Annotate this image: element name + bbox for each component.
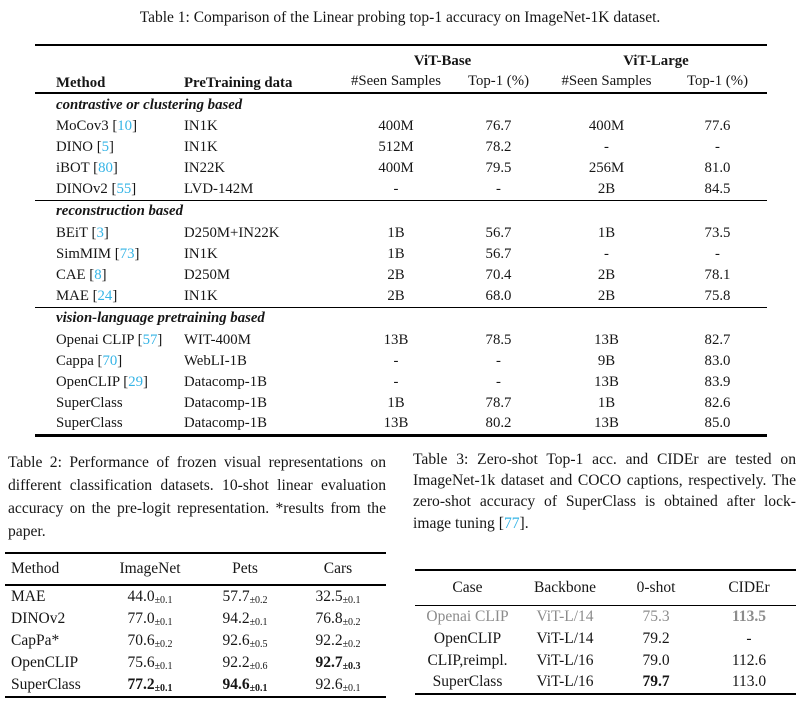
large-seen-samples-cell: 400M (588, 118, 625, 134)
table-row (35, 286, 767, 307)
t2-col-pets: Pets (232, 560, 258, 577)
t1-section-reconstruction (35, 200, 767, 223)
table-row (5, 607, 386, 629)
base-seen-samples-cell: 1B (387, 225, 405, 241)
bracket: ] (112, 160, 118, 176)
value: 76.8 (315, 609, 343, 627)
citation-ref[interactable]: 24 (97, 287, 113, 304)
base-top1-cell: 68.0 (485, 287, 512, 304)
large-top1-cell: 75.8 (704, 287, 731, 304)
citation-ref[interactable]: 57 (142, 332, 158, 348)
method-cell: DINOv2 (11, 609, 66, 627)
stddev: ±0.1 (154, 661, 173, 673)
cider-cell: 113.0 (731, 673, 767, 690)
value: 92.2 (222, 654, 250, 672)
0shot-cell: 79.0 (642, 651, 670, 669)
method-cell (35, 116, 180, 137)
stddev: ±0.1 (342, 594, 361, 606)
base-top1-cell: - (496, 180, 501, 197)
base-top1-cell: 56.7 (485, 246, 512, 262)
t3-col-case: Case (452, 579, 483, 596)
bracket: ] (117, 353, 123, 369)
t1-col-large-seen-samples: #Seen Samples (561, 72, 652, 89)
base-seen-samples-cell: 2B (387, 287, 405, 304)
base-top1-cell: 79.5 (485, 160, 512, 176)
cider-cell: 112.6 (731, 651, 767, 669)
bracket: [ (93, 353, 103, 369)
value: 94.6 (222, 676, 250, 694)
0shot-cell: 75.3 (642, 607, 670, 625)
cars-cell (290, 607, 386, 629)
bracket: [ (93, 139, 102, 155)
backbone-cell: ViT-L/16 (536, 673, 594, 690)
large-seen-samples-cell: 256M (588, 160, 625, 176)
large-top1-cell: 77.6 (704, 118, 731, 134)
method-name: MAE (56, 287, 89, 304)
pretraining-data-cell: IN1K (184, 287, 218, 304)
large-top1-cell: 73.5 (704, 225, 731, 241)
bracket: [ (85, 267, 95, 283)
backbone-cell: ViT-L/14 (536, 607, 594, 625)
section-title: reconstruction based (56, 203, 184, 220)
backbone-cell: ViT-L/16 (536, 651, 594, 669)
value: 44.0 (127, 587, 155, 605)
table-row (5, 585, 386, 607)
base-top1-cell: - (496, 353, 501, 369)
large-seen-samples-cell: - (604, 139, 609, 155)
bracket: ] (101, 267, 107, 283)
large-top1-cell: 81.0 (704, 160, 731, 176)
table1-caption: Table 1: Comparison of the Linear probing top-1 accuracy on ImageNet-1K dataset. (139, 9, 661, 26)
table-row (415, 650, 796, 672)
case-cell: CLIP,reimpl. (427, 651, 508, 669)
large-seen-samples-cell: - (604, 246, 609, 262)
table-row (35, 116, 767, 137)
base-top1-cell: 56.7 (485, 225, 512, 241)
stddev: ±0.1 (154, 616, 173, 628)
large-top1-cell: 84.5 (704, 180, 731, 197)
bracket: [ (111, 246, 120, 262)
t1-group-vit-base: ViT-Base (413, 53, 472, 69)
t2-col-imagenet: ImageNet (119, 560, 181, 577)
large-seen-samples-cell: 1B (597, 225, 616, 241)
t2-col-cars: Cars (323, 560, 353, 577)
table-row (35, 330, 767, 351)
method-name: SuperClass (56, 415, 123, 432)
imagenet-cell (100, 675, 200, 697)
large-top1-cell: - (715, 246, 720, 262)
bracket: [ (133, 332, 143, 348)
large-top1-cell: 85.0 (704, 415, 731, 432)
table3-header (415, 570, 796, 606)
value: 77.2 (127, 676, 155, 694)
method-name: Openai CLIP (56, 332, 134, 348)
pretraining-data-cell: Datacomp-1B (184, 374, 268, 390)
pretraining-data-cell: Datacomp-1B (184, 415, 268, 432)
base-seen-samples-cell: 1B (387, 246, 405, 262)
table-row (415, 606, 796, 628)
citation-ref[interactable]: 70 (102, 353, 118, 369)
value: 92.7 (315, 654, 343, 672)
backbone-cell: ViT-L/14 (536, 629, 594, 647)
caption-text: ]. (519, 514, 529, 532)
bracket: [ (108, 118, 118, 134)
case-cell: OpenCLIP (433, 629, 502, 647)
base-top1-cell: 76.7 (485, 118, 512, 134)
bracket: ] (143, 374, 148, 390)
cars-cell (290, 585, 386, 607)
method-cell: CapPa* (11, 631, 60, 649)
table-row (35, 244, 767, 265)
large-seen-samples-cell: 2B (597, 267, 616, 283)
table-row (415, 672, 796, 694)
method-name: MoCov3 (56, 118, 109, 134)
table-row (5, 652, 386, 674)
cider-cell: 113.5 (731, 607, 767, 625)
pretraining-data-cell: IN22K (184, 160, 226, 176)
method-name: Cappa (56, 353, 94, 369)
stddev: ±0.2 (342, 616, 361, 628)
table-row (415, 628, 796, 650)
base-seen-samples-cell: 13B (383, 415, 409, 432)
large-seen-samples-cell: 9B (597, 353, 616, 369)
table-row (35, 414, 767, 435)
bracket: [ (87, 225, 97, 241)
pretraining-data-cell: WIT-400M (184, 332, 251, 348)
base-top1-cell: - (496, 374, 501, 390)
table-row (35, 265, 767, 286)
method-cell (35, 265, 180, 286)
base-seen-samples-cell: 512M (378, 139, 414, 155)
table-row (35, 137, 767, 158)
base-top1-cell: 78.5 (485, 332, 512, 348)
caption-text: Table 3: Zero-shot Top-1 acc. and CIDEr are tested on ImageNet-1k dataset and COCO captions, respectively. The zero-shot accuracy of SuperClass is obtained after lock-image tuning [ (413, 451, 796, 532)
citation-ref[interactable]: 73 (119, 246, 135, 262)
table1 (35, 44, 767, 437)
large-seen-samples-cell: 2B (597, 180, 616, 197)
stddev: ±0.2 (342, 638, 361, 650)
stddev: ±0.5 (249, 638, 268, 650)
table2 (5, 552, 386, 698)
t3-col-backbone: Backbone (534, 579, 596, 596)
pets-cell (200, 675, 290, 697)
base-top1-cell: 78.2 (485, 139, 512, 155)
value: 70.6 (127, 631, 155, 649)
table3-caption (413, 449, 796, 534)
t1-col-method: Method (56, 75, 106, 91)
t3-col-cider: CIDEr (728, 579, 770, 596)
bracket: [ (89, 160, 99, 176)
base-seen-samples-cell: - (393, 374, 399, 390)
base-seen-samples-cell: - (393, 180, 399, 197)
base-seen-samples-cell: 2B (387, 267, 405, 283)
cars-cell (290, 652, 386, 674)
pets-cell (200, 652, 290, 674)
case-cell: SuperClass (432, 673, 503, 690)
cars-cell (290, 675, 386, 697)
citation-ref[interactable]: 80 (98, 160, 113, 176)
stddev: ±0.3 (342, 661, 361, 673)
large-seen-samples-cell: 13B (594, 415, 619, 432)
method-name: OpenCLIP (56, 374, 120, 390)
bracket: ] (132, 118, 137, 134)
citation-ref[interactable]: 8 (94, 267, 102, 283)
method-cell (35, 351, 180, 372)
t1-col-base-top1: Top-1 (%) (467, 72, 529, 89)
pretraining-data-cell: IN1K (184, 139, 218, 155)
bracket: [ (119, 374, 129, 390)
stddev: ±0.1 (249, 616, 268, 628)
method-cell (35, 158, 180, 179)
table2-caption: Table 2: Performance of frozen visual representations on different classification datasets. 10-shot linear evaluation accuracy on the pre-logit representation. *results from the paper. (8, 454, 386, 540)
base-seen-samples-cell: 400M (378, 160, 414, 176)
table3 (415, 569, 796, 695)
citation-ref[interactable]: 10 (117, 118, 133, 134)
imagenet-cell (100, 585, 200, 607)
table-row (35, 158, 767, 179)
method-name: DINOv2 (56, 180, 108, 197)
large-seen-samples-cell: 13B (594, 332, 619, 348)
stddev: ±0.2 (249, 594, 268, 606)
method-cell (35, 223, 180, 244)
t1-section-contrastive (35, 93, 767, 116)
stddev: ±0.1 (342, 683, 361, 695)
pretraining-data-cell: Datacomp-1B (184, 395, 268, 411)
method-name: SuperClass (56, 395, 123, 411)
section-title: contrastive or clustering based (56, 96, 243, 113)
base-top1-cell: 78.7 (485, 395, 512, 411)
large-top1-cell: 83.9 (704, 374, 731, 390)
bracket: ] (134, 246, 140, 262)
method-name: DINO (56, 139, 93, 155)
value: 75.6 (127, 654, 155, 672)
stddev: ±0.6 (249, 661, 268, 673)
0shot-cell: 79.2 (642, 629, 670, 647)
stddev: ±0.1 (249, 683, 268, 695)
base-top1-cell: 70.4 (485, 267, 512, 283)
table1-header (35, 45, 767, 93)
cider-cell: - (746, 629, 752, 647)
pets-cell (200, 607, 290, 629)
table-row (5, 675, 386, 697)
method-cell: MAE (11, 587, 46, 605)
stddev: ±0.1 (154, 594, 173, 606)
bracket: ] (131, 180, 137, 197)
pretraining-data-cell: LVD-142M (184, 180, 254, 197)
t2-col-method: Method (11, 560, 60, 577)
t1-group-vit-large: ViT-Large (623, 53, 689, 69)
bracket: [ (107, 180, 117, 197)
imagenet-cell (100, 630, 200, 652)
base-seen-samples-cell: - (393, 353, 399, 369)
table2-header (5, 553, 386, 585)
case-cell: Openai CLIP (426, 607, 509, 625)
bracket: [ (88, 287, 98, 304)
base-seen-samples-cell: 13B (383, 332, 409, 348)
pretraining-data-cell: IN1K (184, 246, 218, 262)
large-top1-cell: - (715, 139, 720, 155)
pets-cell (200, 630, 290, 652)
method-name: SimMIM (56, 246, 112, 262)
t1-col-base-seen-samples: #Seen Samples (350, 72, 441, 89)
large-seen-samples-cell: 2B (597, 287, 616, 304)
method-cell: SuperClass (11, 676, 81, 694)
imagenet-cell (100, 652, 200, 674)
large-seen-samples-cell: 1B (597, 395, 616, 411)
citation-ref[interactable]: 55 (116, 180, 132, 197)
bracket: ] (157, 332, 163, 348)
cars-cell (290, 630, 386, 652)
value: 92.6 (222, 631, 250, 649)
citation-ref[interactable]: 3 (96, 225, 104, 241)
table-row (35, 351, 767, 372)
pretraining-data-cell: D250M+IN22K (184, 225, 280, 241)
pretraining-data-cell: WebLI-1B (184, 353, 247, 369)
t1-section-vision-language (35, 307, 767, 330)
stddev: ±0.1 (154, 683, 173, 695)
method-cell (35, 244, 180, 265)
table-row (35, 223, 767, 244)
pets-cell (200, 585, 290, 607)
method-cell (35, 179, 180, 200)
large-top1-cell: 82.7 (704, 332, 731, 348)
method-cell: OpenCLIP (11, 654, 79, 672)
pretraining-data-cell: IN1K (184, 118, 218, 134)
method-cell (35, 393, 180, 414)
value: 92.2 (315, 631, 343, 649)
method-cell (35, 372, 180, 393)
citation-ref[interactable]: 5 (101, 139, 110, 155)
large-top1-cell: 83.0 (704, 353, 731, 369)
method-cell (35, 330, 180, 351)
table-row (35, 393, 767, 414)
value: 57.7 (222, 587, 250, 605)
citation-ref[interactable]: 77 (503, 514, 520, 532)
bracket: ] (103, 225, 109, 241)
large-top1-cell: 82.6 (704, 395, 731, 411)
bracket: ] (109, 139, 114, 155)
base-seen-samples-cell: 400M (378, 118, 414, 134)
bracket: ] (112, 287, 118, 304)
method-name: CAE (56, 267, 86, 283)
value: 92.6 (315, 676, 343, 694)
t1-col-large-top1: Top-1 (%) (686, 72, 748, 89)
table-row (35, 179, 767, 200)
base-top1-cell: 80.2 (485, 415, 512, 432)
method-cell (35, 414, 180, 435)
table-row (35, 372, 767, 393)
value: 77.0 (127, 609, 155, 627)
base-seen-samples-cell: 1B (387, 395, 405, 411)
value: 94.2 (222, 609, 250, 627)
section-title: vision-language pretraining based (56, 310, 265, 327)
imagenet-cell (100, 607, 200, 629)
citation-ref[interactable]: 29 (128, 374, 144, 390)
t3-col-0shot: 0-shot (636, 579, 676, 596)
stddev: ±0.2 (154, 638, 173, 650)
t1-col-pretraining-data: PreTraining data (184, 75, 293, 91)
method-name: BEiT (56, 225, 88, 241)
method-name: iBOT (56, 160, 90, 176)
method-cell (35, 137, 180, 158)
large-seen-samples-cell: 13B (594, 374, 619, 390)
table-row (5, 630, 386, 652)
method-cell (35, 286, 180, 307)
0shot-cell: 79.7 (642, 673, 670, 690)
large-top1-cell: 78.1 (704, 267, 731, 283)
value: 32.5 (315, 587, 343, 605)
pretraining-data-cell: D250M (184, 267, 231, 283)
